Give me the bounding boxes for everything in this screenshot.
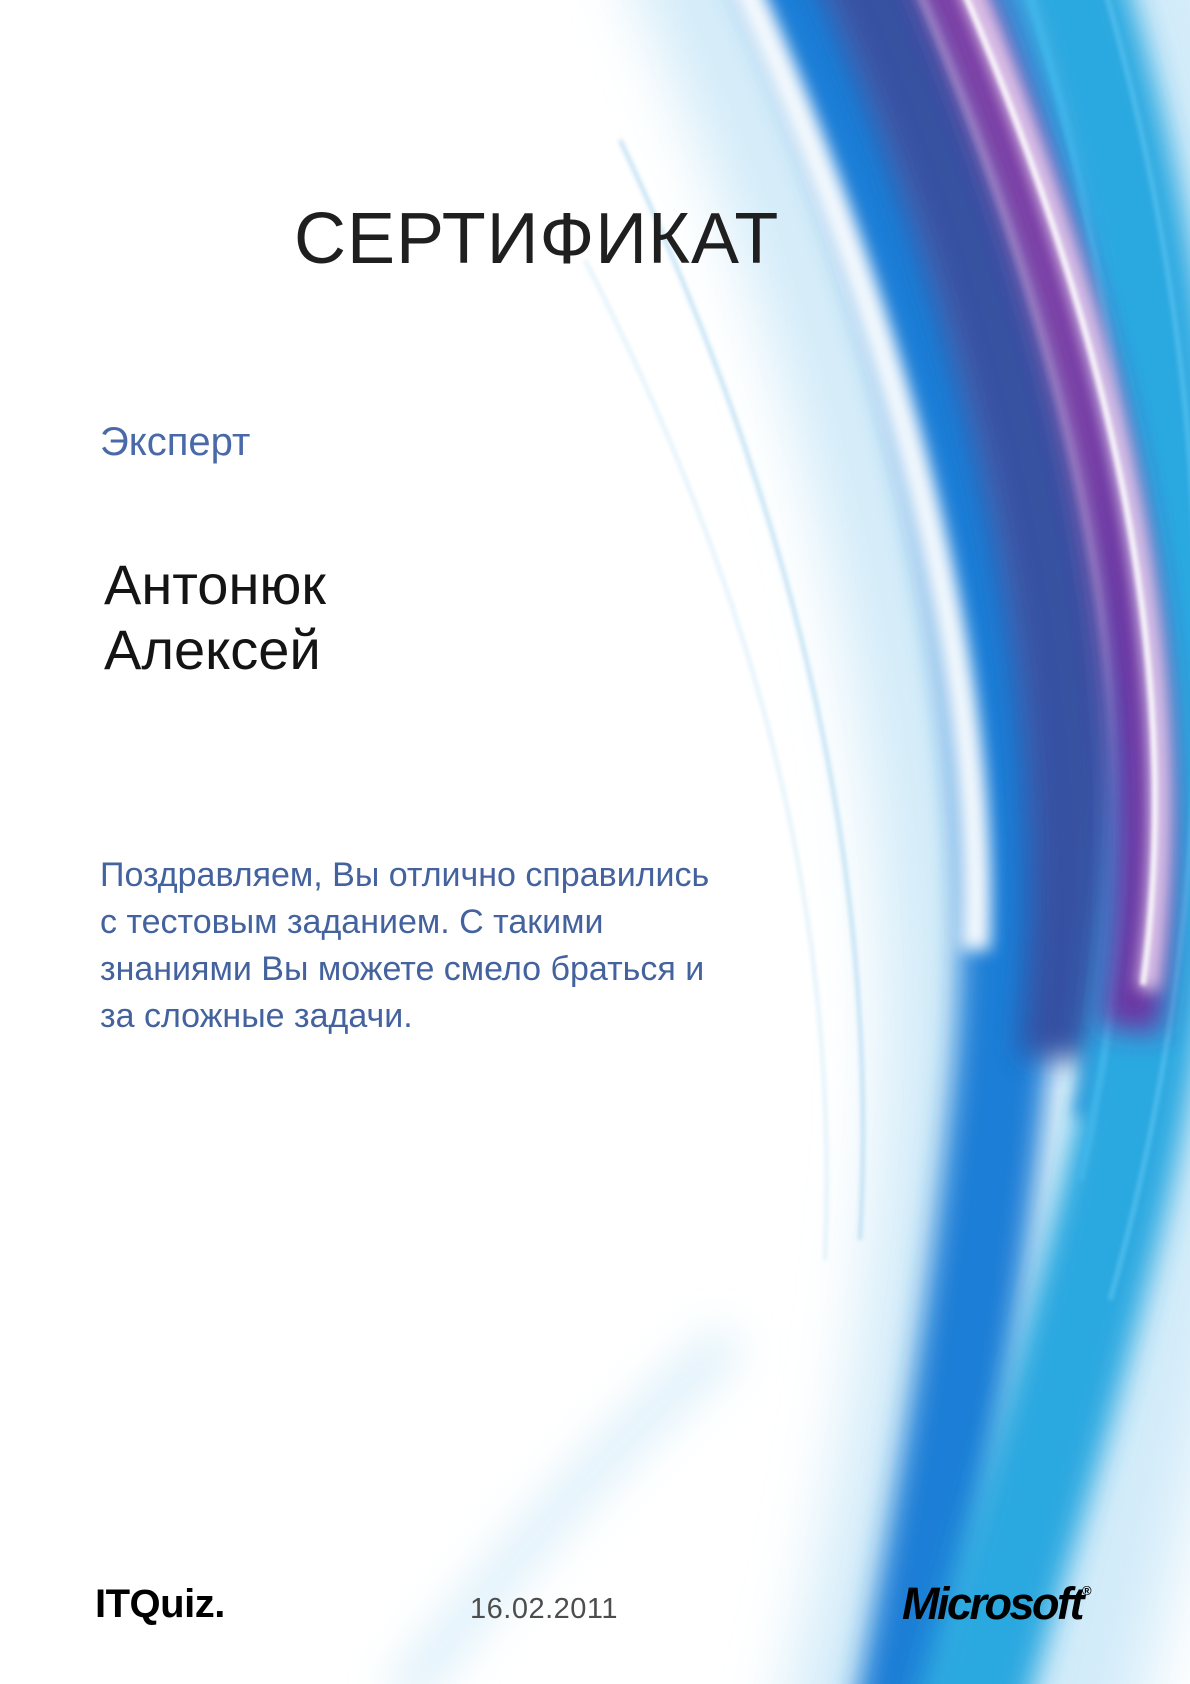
message-line: знаниями Вы можете смело браться и — [100, 950, 705, 988]
registered-trademark-icon: ® — [1082, 1583, 1092, 1598]
itquiz-logo: ITQuiz. — [95, 1582, 225, 1626]
recipient-name — [104, 552, 326, 682]
recipient-name-line2: Алексей — [104, 618, 321, 681]
role-label: Эксперт — [100, 420, 251, 464]
recipient-name-line1: Антонюк — [104, 553, 326, 616]
microsoft-logo — [902, 1578, 1092, 1630]
message-line: за сложные задачи. — [100, 997, 413, 1035]
message-line: с тестовым заданием. С такими — [100, 903, 604, 941]
congratulation-message — [100, 852, 709, 1040]
message-line: Поздравляем, Вы отлично справились — [100, 856, 710, 894]
certificate-title: СЕРТИФИКАТ — [294, 199, 780, 279]
microsoft-wordmark: Microsoft — [902, 1578, 1082, 1629]
issue-date: 16.02.2011 — [470, 1593, 618, 1625]
